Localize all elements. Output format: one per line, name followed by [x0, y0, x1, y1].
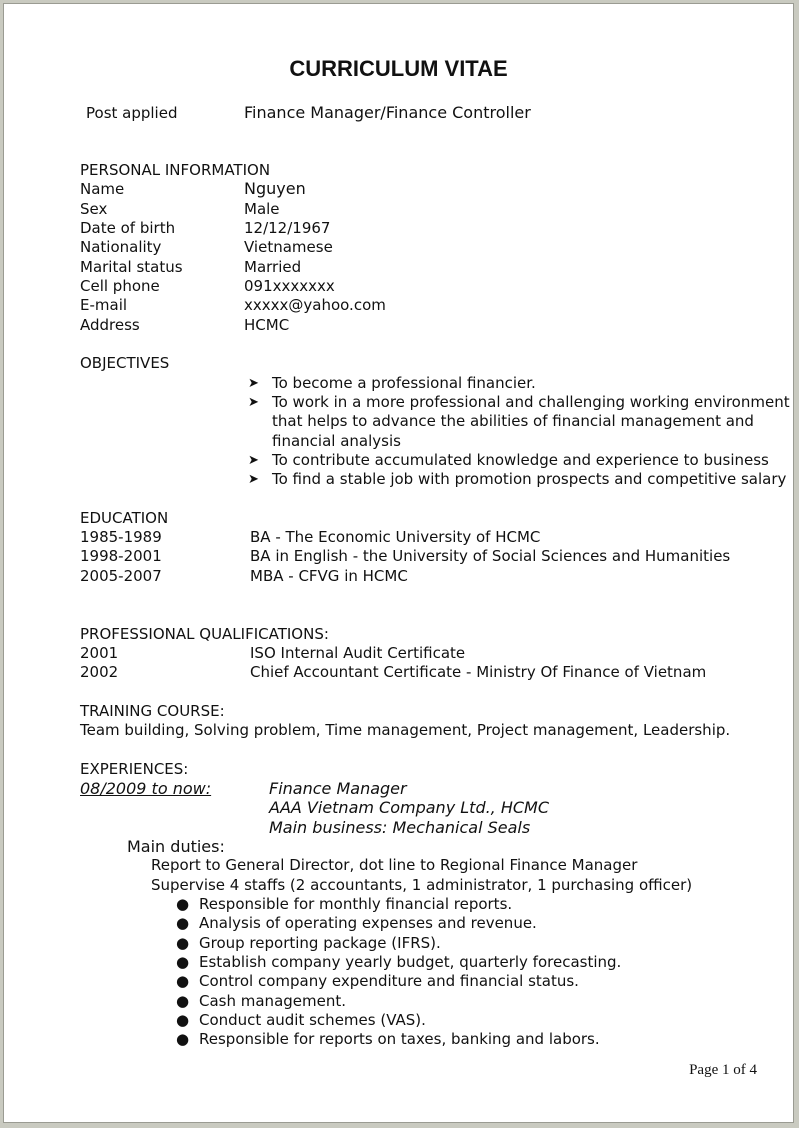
qualification-year: 2002	[80, 663, 119, 681]
objective-item-continued: financial analysis	[272, 432, 401, 450]
duty-line: Supervise 4 staffs (2 accountants, 1 administrator, 1 purchasing officer)	[151, 876, 693, 894]
personal-value: Male	[244, 200, 280, 218]
qualification-detail: Chief Accountant Certificate - Ministry Of Finance of Vietnam	[250, 663, 707, 681]
qualification-detail: ISO Internal Audit Certificate	[250, 644, 466, 662]
arrow-bullet-icon: ➤	[248, 376, 259, 391]
arrow-bullet-icon: ➤	[248, 472, 259, 487]
document-page	[3, 3, 794, 1123]
bullet-dot-icon: ●	[176, 972, 190, 990]
personal-value: 091xxxxxxx	[244, 277, 335, 295]
experiences-heading: EXPERIENCES:	[80, 760, 189, 778]
objective-item: To work in a more professional and challenging working environment	[272, 393, 790, 411]
experience-business: Main business: Mechanical Seals	[269, 818, 531, 837]
duty-bullet-item: Cash management.	[199, 992, 347, 1010]
main-duties-heading: Main duties:	[127, 837, 225, 856]
education-period: 1985-1989	[80, 528, 162, 546]
post-applied-label: Post applied	[86, 104, 178, 122]
personal-label: Address	[80, 316, 140, 334]
experience-period: 08/2009 to now:	[80, 779, 212, 798]
bullet-dot-icon: ●	[176, 992, 190, 1010]
duty-bullet-item: Analysis of operating expenses and revenue.	[199, 914, 537, 932]
objective-item: To contribute accumulated knowledge and experience to business	[272, 451, 769, 469]
objective-item: To find a stable job with promotion prospects and competitive salary	[272, 470, 787, 488]
objective-item: To become a professional financier.	[272, 374, 536, 392]
bullet-dot-icon: ●	[176, 914, 190, 932]
education-detail: MBA - CFVG in HCMC	[250, 567, 408, 585]
qualification-year: 2001	[80, 644, 119, 662]
page-number: Page 1 of 4	[689, 1062, 757, 1078]
qualifications-heading: PROFESSIONAL QUALIFICATIONS:	[80, 625, 329, 643]
personal-label: Name	[80, 180, 125, 198]
personal-value: xxxxx@yahoo.com	[244, 296, 386, 314]
education-heading: EDUCATION	[80, 509, 169, 527]
personal-value: HCMC	[244, 316, 290, 334]
bullet-dot-icon: ●	[176, 953, 190, 971]
experience-company: AAA Vietnam Company Ltd., HCMC	[269, 798, 550, 817]
experience-role: Finance Manager	[269, 779, 407, 798]
duty-bullet-item: Conduct audit schemes (VAS).	[199, 1011, 426, 1029]
duty-bullet-item: Establish company yearly budget, quarterly forecasting.	[199, 953, 622, 971]
personal-value: Nguyen	[244, 179, 306, 198]
personal-value: Vietnamese	[244, 238, 333, 256]
personal-label: E-mail	[80, 296, 128, 314]
education-period: 1998-2001	[80, 547, 162, 565]
arrow-bullet-icon: ➤	[248, 453, 259, 468]
arrow-bullet-icon: ➤	[248, 395, 259, 410]
bullet-dot-icon: ●	[176, 895, 190, 913]
duty-bullet-item: Responsible for monthly financial reports.	[199, 895, 513, 913]
duty-line: Report to General Director, dot line to Regional Finance Manager	[151, 856, 638, 874]
personal-label: Marital status	[80, 258, 183, 276]
personal-value: 12/12/1967	[244, 219, 331, 237]
bullet-dot-icon: ●	[176, 1030, 190, 1048]
document-title: CURRICULUM VITAE	[289, 56, 508, 81]
personal-value: Married	[244, 258, 302, 276]
training-text: Team building, Solving problem, Time management, Project management, Leadership.	[80, 721, 731, 739]
duty-bullet-item: Responsible for reports on taxes, banking and labors.	[199, 1030, 600, 1048]
objectives-heading: OBJECTIVES	[80, 354, 170, 372]
duty-bullet-item: Group reporting package (IFRS).	[199, 934, 441, 952]
training-heading: TRAINING COURSE:	[80, 702, 225, 720]
bullet-dot-icon: ●	[176, 934, 190, 952]
education-period: 2005-2007	[80, 567, 162, 585]
personal-label: Sex	[80, 200, 108, 218]
personal-label: Date of birth	[80, 219, 176, 237]
personal-info-heading: PERSONAL INFORMATION	[80, 161, 271, 179]
bullet-dot-icon: ●	[176, 1011, 190, 1029]
personal-label: Cell phone	[80, 277, 160, 295]
personal-label: Nationality	[80, 238, 162, 256]
education-detail: BA in English - the University of Social Sciences and Humanities	[250, 547, 731, 565]
post-applied-value: Finance Manager/Finance Controller	[244, 103, 531, 122]
objective-item-continued: that helps to advance the abilities of financial management and	[272, 412, 754, 430]
duty-bullet-item: Control company expenditure and financial status.	[199, 972, 579, 990]
education-detail: BA - The Economic University of HCMC	[250, 528, 541, 546]
